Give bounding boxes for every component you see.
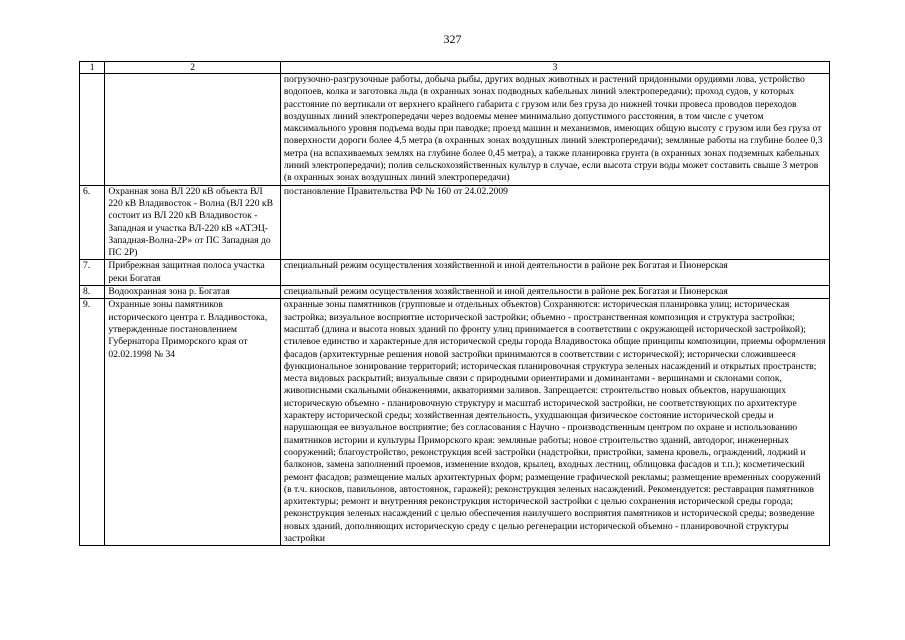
table-row — [80, 74, 830, 186]
zone-name: Прибрежная защитная полоса участка реки Богатая — [105, 260, 281, 286]
table-row — [80, 260, 830, 286]
zone-regime-text: специальный режим осуществления хозяйственной и иной деятельности в районе рек Богатая и Пионерская — [280, 286, 829, 299]
zone-name: Охранная зона ВЛ 220 кВ объекта ВЛ 220 кВ Владивосток - Волна (ВЛ 220 кВ состоит из ВЛ 220 кВ Владивосток - Западная и участка ВЛ-220 кВ «АТЭЦ-Западная-Волна-2Р» от ПС Западная до ПС 2Р) — [105, 185, 281, 260]
zone-name: Охранные зоны памятников исторического центра г. Владивостока, утвержденные постановлением Губернатора Приморского края от 02.02.1998 № 34 — [105, 299, 281, 546]
row-number: 7. — [80, 260, 105, 286]
header-col-3: 3 — [280, 62, 829, 74]
table-header-row — [80, 62, 830, 74]
page-number: 327 — [443, 32, 462, 46]
zone-name: Водоохранная зона р. Богатая — [105, 286, 281, 299]
table-row — [80, 299, 830, 546]
zone-regime-text: охранные зоны памятников (групповые и отдельных объектов) Сохраняются: историческая планировка улиц; историческая застройка; визуальное восприятие исторической застройки; объемно - пространственная композиция и структура застройки; масштаб (длина и высота новых зданий по фронту улиц принимается в соответствии с окружающей исторической застройкой); стилевое единство и характерные для исторической среды города Владивостока общие принципы композиции, приемы оформления фасадов (архитектурные решения новой застройки принимаются в соответствии с исторической); исторически сложившееся функциональное зонирование территорий; историческая планировочная структура зеленых насаждений и открытых пространств; места видовых раскрытий; визуальные связи с природными ориентирами и доминантами - вершинами и склонами сопок, живописными скальными обнажениями, акваториями заливов. Запрещается: строительство новых объектов, нарушающих историческую объемно - планировочную структуру и масштаб исторической застройки, не соответствующих по архитектуре характеру исторической среды; хозяйственная деятельность, ухудшающая физическое состояние исторической среды и нарушающая ее визуальное восприятие; без согласования с Научно - производственным центром по охране и использованию памятников истории и культуры Приморского края: земляные работы; новое строительство зданий, автодорог, инженерных сооружений; благоустройство, реконструкция всей застройки (надстройки, пристройки, замена кровель, ограждений, лоджий и балконов, замена заполнений проемов, изменение входов, крылец, входных лестниц, облицовка фасадов и т.п.); косметический ремонт фасадов; размещение малых архитектурных форм; размещение графической рекламы; размещение временных сооружений (в т.ч. киосков, павильонов, автостоянок, гаражей); реконструкция зеленых насаждений. Рекомендуется: реставрация памятников архитектуры; ремонт и внутренняя реконструкция исторической застройки с целью сохранения исторической среды города; реконструкция зеленых насаждений с целью обеспечения наилучшего восприятия памятников и исторической среды; возведение новых зданий, дополняющих историческую среду с целью регенерации исторической объемно - планировочной структуры застройки — [280, 299, 829, 546]
zones-table — [79, 61, 830, 546]
zone-name — [105, 74, 281, 186]
zone-regime-text: специальный режим осуществления хозяйственной и иной деятельности в районе рек Богатая и Пионерская — [280, 260, 829, 286]
row-number: 6. — [80, 185, 105, 260]
header-col-1: 1 — [80, 62, 105, 74]
header-col-2: 2 — [105, 62, 281, 74]
table-row — [80, 185, 830, 260]
table-row — [80, 286, 830, 299]
zone-regime-text: постановление Правительства РФ № 160 от 24.02.2009 — [280, 185, 829, 260]
row-number — [80, 74, 105, 186]
row-number: 8. — [80, 286, 105, 299]
zone-regime-text: погрузочно-разгрузочные работы, добыча рыбы, других водных животных и растений придонными орудиями лова, устройство водопоев, колка и заготовка льда (в охранных зонах подводных кабельных линий электропередачи); проход судов, у которых расстояние по вертикали от верхнего крайнего габарита с грузом или без груза до нижней точки провеса проводов переходов воздушных линий электропередачи через водоемы менее минимально допустимого расстояния, в том числе с учетом максимального уровня подъема воды при паводке; проезд машин и механизмов, имеющих общую высоту с грузом или без груза от поверхности дороги более 4,5 метра (в охранных зонах воздушных линий электропередачи); земляные работы на глубине более 0,3 метра (на вспахиваемых землях на глубине более 0,45 метра), а также планировка грунта (в охранных зонах подземных кабельных линий электропередачи); полив сельскохозяйственных культур в случае, если высота струи воды может составить свыше 3 метров (в охранных зонах воздушных линий электропередачи) — [280, 74, 829, 186]
row-number: 9. — [80, 299, 105, 546]
